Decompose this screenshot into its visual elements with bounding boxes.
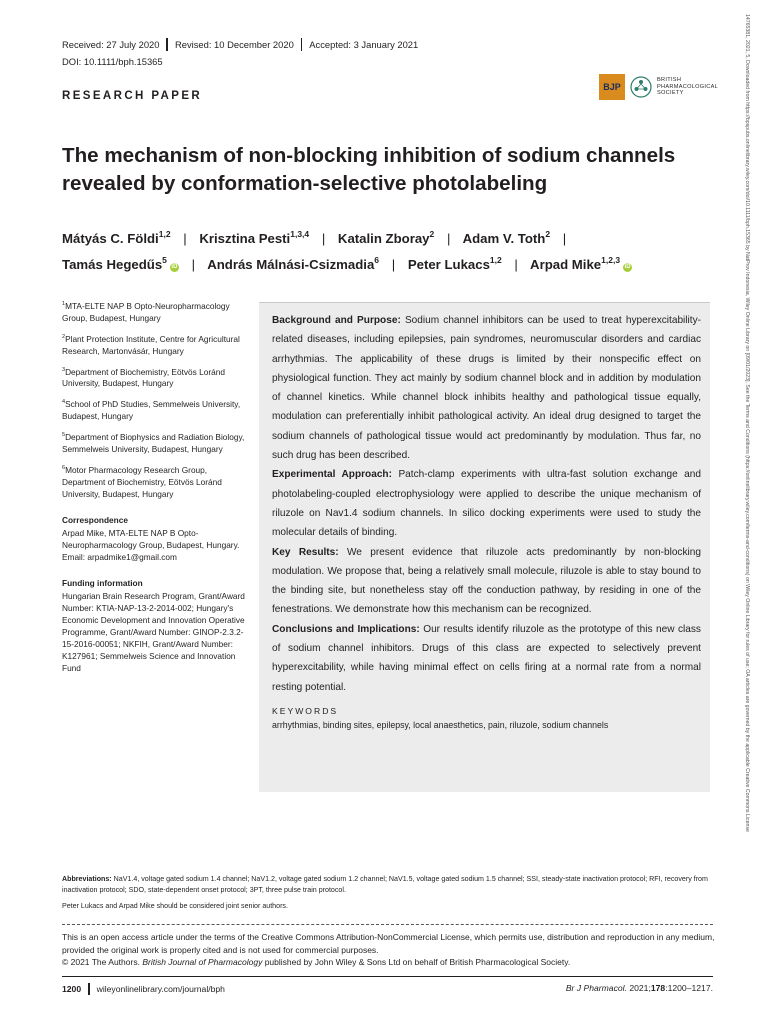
abstract-section: Key Results: We present evidence that riluzole acts predominantly by non-blocking modulation. We propose that, being a relatively small molecule, riluzole is able to stay bound to the binding site, but nonetheless stay off the conduction pathway, by residing in one of the fenestrations. We demonstrate how this mechanism can be recognized. <box>272 546 701 616</box>
keywords-list: arrhythmias, binding sites, epilepsy, local anaesthetics, pain, riluzole, sodium channels <box>272 719 609 730</box>
orcid-icon[interactable]: iD <box>171 264 178 270</box>
abstract-section: Background and Purpose: Sodium channel inhibitors can be used to treat hyperexcitability-related diseases, including epilepsies, pain syndromes, neuromuscular disorders and cardiac arrhythmias. The applicability of these drugs is limited by their nonspecific effect on physiological function. They act mainly by sodium channel block and in addition by modulation of channel kinetics. While channel block inhibits healthy and pathological tissue equally, modulation can preferentially inhibit pathological activity. An ideal drug designed to target the sodium channels of pathological tissue would act predominantly by modulation. Thus far, no such drug has been described. <box>272 315 702 462</box>
journal-logo <box>599 74 718 100</box>
journal-url[interactable]: wileyonlinelibrary.com/journal/bph <box>96 984 225 994</box>
author-name: Katalin Zboray <box>337 231 430 246</box>
affiliations-column <box>62 298 250 674</box>
bjp-logo: BJP <box>599 74 625 100</box>
doi[interactable]: DOI: 10.1111/bph.15365 <box>62 56 163 67</box>
author-name: Tamás Hegedűs <box>62 257 163 272</box>
abstract-box <box>259 302 710 792</box>
orcid-icon[interactable]: iD <box>624 264 631 270</box>
author-name: Arpad Mike <box>530 257 602 272</box>
divider <box>62 924 713 925</box>
author-line: Mátyás C. Földi$^{1,2}$ | Krisztina Pesti$^{1,3,4}$ | Katalin Zboray$^2$ | Adam V. Toth$^2$ | <box>62 228 567 246</box>
page-number: 1200 <box>62 984 82 994</box>
divider <box>166 38 168 51</box>
author-name: András Málnási-Csizmadia <box>207 257 375 272</box>
divider <box>301 38 303 51</box>
article-title <box>62 142 722 198</box>
accepted-date: Accepted: 3 January 2021 <box>309 39 419 50</box>
affiliation: $^6$Motor Pharmacology Research Group, Department of Biochemistry, Eötvös Loránd University, Budapest, Hungary <box>62 464 222 499</box>
license-notice: This is an open access article under the terms of the Creative Commons Attribution-NonCommercial License, which permits use, distribution and reproduction in any medium, provided the original work is properly cited and is not used for commercial purposes. © 2021 The Authors. British Journal of Pharmacology published by John Wiley & Sons Ltd on behalf of British Pharmacological Society. <box>62 932 715 967</box>
correspondence-text: Arpad Mike, MTA-ELTE NAP B Opto-Neuropharmacology Group, Budapest, Hungary. <box>62 527 240 550</box>
correspondence-email[interactable]: Email: arpadmike1@gmail.com <box>62 551 177 562</box>
author-name: Mátyás C. Földi <box>62 231 159 246</box>
author-name: Adam V. Toth <box>462 231 546 246</box>
keywords-heading: KEYWORDS <box>272 705 339 716</box>
citation: Br J Pharmacol. 2021;178:1200–1217. <box>565 983 713 993</box>
author-name: Krisztina Pesti <box>199 231 291 246</box>
correspondence-heading: Correspondence <box>62 514 128 525</box>
abstract-section: Experimental Approach: Patch-clamp experiments with ultra-fast solution exchange and photolabeling-coupled electrophysiology were applied to describe the unique mechanism of riluzole on Nav1.4 sodium channels. In silico docking experiments were used to study the molecular details of binding. <box>272 469 701 539</box>
revised-date: Revised: 10 December 2020 <box>174 39 294 50</box>
title-line: The mechanism of non-blocking inhibition of sodium channels <box>62 144 676 167</box>
article-dates <box>62 38 418 51</box>
affiliation: $^5$Department of Biophysics and Radiation Biology, Semmelweis University, Budapest, Hungary <box>62 431 245 454</box>
author-line: Tamás Hegedűs$^5$iD | András Málnási-Csizmadia$^6$ | Peter Lukacs$^{1,2}$ | Arpad Mike$^{1,2,3}$iD <box>62 254 631 272</box>
download-notice: 14765381, 2021, 5, Downloaded from https://bpspubs.onlinelibrary.wiley.com/doi/10.1111/bph.15365 by NatProv Indonesia, Wiley Online Library on [09/01/2023]. See the Terms and Conditions (https://onlinelibrary.wiley.com/terms-and-conditions) on Wiley Online Library for rules of use; OA articles are governed by the applicable Creative Commons License <box>744 14 750 832</box>
bps-emblem-icon <box>630 76 652 98</box>
affiliation: $^2$Plant Protection Institute, Centre for Agricultural Research, Martonvásár, Hungary <box>62 333 240 356</box>
affiliation: $^4$School of PhD Studies, Semmelweis University, Budapest, Hungary <box>62 399 241 422</box>
joint-authorship-note: Peter Lukacs and Arpad Mike should be considered joint senior authors. <box>62 902 288 910</box>
abstract-section: Conclusions and Implications: Our results identify riluzole as the prototype of this new class of sodium channel inhibitors. Drugs of this class are expected to selectively prevent hyperexcitability, while having minimal effect on cells firing at a normal rate from a normal resting potential. <box>272 623 701 693</box>
title-line: revealed by conformation-selective photolabeling <box>62 172 548 195</box>
page-footer <box>62 983 225 995</box>
author-name: Peter Lukacs <box>407 257 490 272</box>
affiliation: $^1$MTA-ELTE NAP B Opto-Neuropharmacology Group, Budapest, Hungary <box>62 300 230 323</box>
received-date: Received: 27 July 2020 <box>62 39 160 50</box>
abbreviations: Abbreviations: NaV1.4, voltage gated sodium 1.4 channel; NaV1.2, voltage gated sodium 1.2 channel; NaV1.5, voltage gated sodium 1.5 channel; SSI, steady-state inactivation protocol; RFI, recovery from inactivation protocol; SDO, state-dependent onset protocol; 3PT, three pulse train protocol. <box>62 875 708 894</box>
bps-wordmark: BRITISH PHARMACOLOGICAL SOCIETY <box>657 77 719 97</box>
author-list <box>62 226 722 278</box>
funding-text: Hungarian Brain Research Program, Grant/Award Number: KTIA-NAP-13-2-2014-002; Hungary's Economic Development and Innovation Operative Programme, Grant/Award Number: GINOP-2.3.2-15-2016-00051; NKFIH, Grant/Award Number: K127961; Semmelweis Science and Innovation Fund <box>62 590 245 673</box>
affiliation: $^3$Department of Biochemistry, Eötvös Loránd University, Budapest, Hungary <box>62 366 225 389</box>
section-label: RESEARCH PAPER <box>62 90 203 102</box>
divider <box>62 976 713 977</box>
funding-heading: Funding information <box>62 577 143 588</box>
